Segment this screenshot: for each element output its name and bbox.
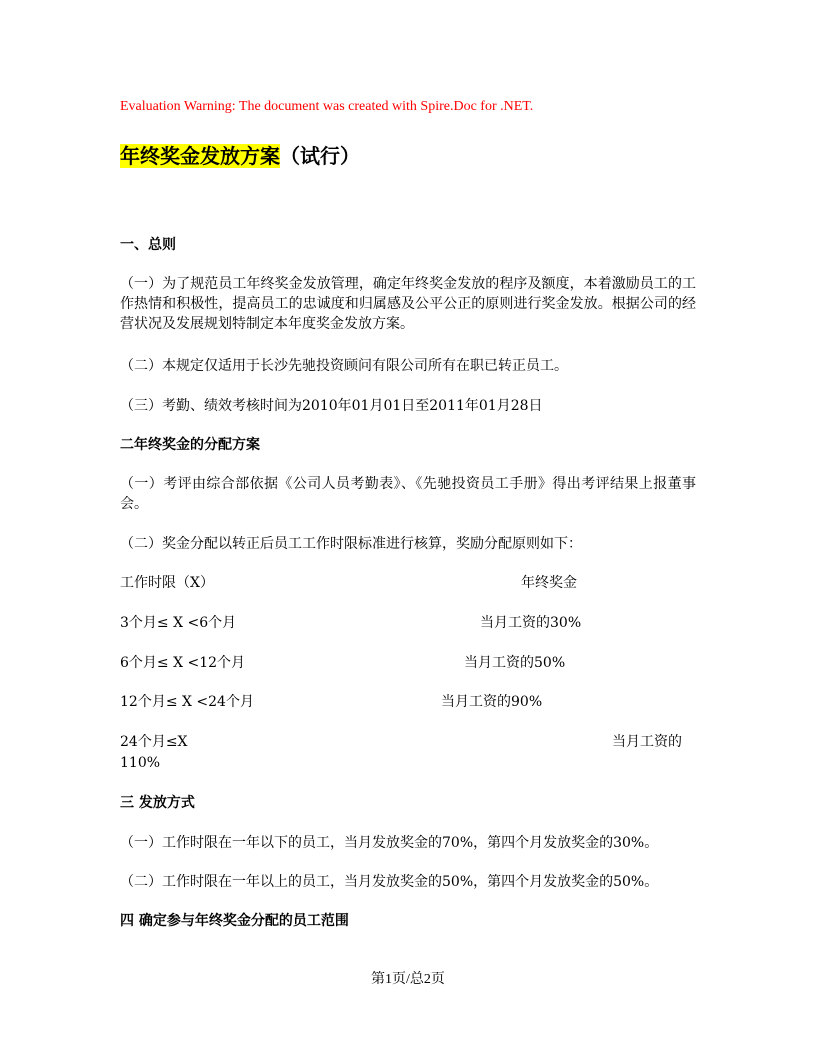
section1-heading: 一、总则 bbox=[120, 237, 176, 253]
bonus-row-right: 年终奖金 bbox=[521, 575, 577, 591]
bonus-row-right: 当月工资的30% bbox=[480, 615, 582, 631]
title-suffix: （试行） bbox=[280, 144, 360, 168]
page-footer: 第1页/总2页 bbox=[371, 972, 445, 987]
evaluation-warning: Evaluation Warning: The document was created with Spire.Doc for .NET. bbox=[120, 99, 534, 114]
bonus-row-left: 12个月≤ X <24个月 bbox=[120, 694, 254, 710]
bonus-row-left: 6个月≤ X <12个月 bbox=[120, 655, 246, 671]
bonus-row bbox=[120, 613, 696, 633]
section4-heading: 四 确定参与年终奖金分配的员工范围 bbox=[120, 913, 349, 929]
bonus-row bbox=[120, 692, 696, 712]
bonus-row-right: 当月工资的90% bbox=[441, 694, 543, 710]
bonus-row-right-wrap: 110% bbox=[120, 755, 161, 771]
section1-paragraph-3: （三）考勤、绩效考核时间为2010年01月01日至2011年01月28日 bbox=[120, 398, 543, 414]
bonus-row-left: 工作时限（X） bbox=[120, 575, 214, 591]
section2-paragraph-1: （一）考评由综合部依据《公司人员考勤表》、《先驰投资员工手册》得出考评结果上报董事会。 bbox=[120, 476, 696, 512]
bonus-row-right: 当月工资的50% bbox=[464, 655, 566, 671]
section3-paragraph-1: （一）工作时限在一年以下的员工，当月发放奖金的70%，第四个月发放奖金的30%。 bbox=[120, 835, 659, 851]
title-main: 年终奖金发放方案 bbox=[120, 144, 280, 168]
bonus-row-left: 24个月≤X bbox=[120, 734, 188, 750]
bonus-row-header bbox=[120, 573, 696, 593]
bonus-row bbox=[120, 732, 696, 772]
bonus-row-right: 当月工资的 bbox=[612, 734, 682, 750]
document-title bbox=[120, 142, 696, 170]
bonus-row bbox=[120, 653, 696, 673]
section1-paragraph-1: （一）为了规范员工年终奖金发放管理，确定年终奖金发放的程序及额度，本着激励员工的工作热情和积极性，提高员工的忠诚度和归属感及公平公正的原则进行奖金发放。根据公司的经营状况及发展规划特制定本年度奖金发放方案。 bbox=[120, 276, 696, 332]
bonus-row-left: 3个月≤ X <6个月 bbox=[120, 615, 237, 631]
section2-heading: 二年终奖金的分配方案 bbox=[120, 437, 260, 453]
section3-heading: 三 发放方式 bbox=[120, 795, 195, 811]
section1-paragraph-2: （二）本规定仅适用于长沙先驰投资顾问有限公司所有在职已转正员工。 bbox=[120, 358, 568, 374]
section3-paragraph-2: （二）工作时限在一年以上的员工，当月发放奖金的50%，第四个月发放奖金的50%。 bbox=[120, 874, 659, 890]
section2-paragraph-2: （二）奖金分配以转正后员工工作时限标准进行核算，奖励分配原则如下： bbox=[120, 536, 582, 552]
